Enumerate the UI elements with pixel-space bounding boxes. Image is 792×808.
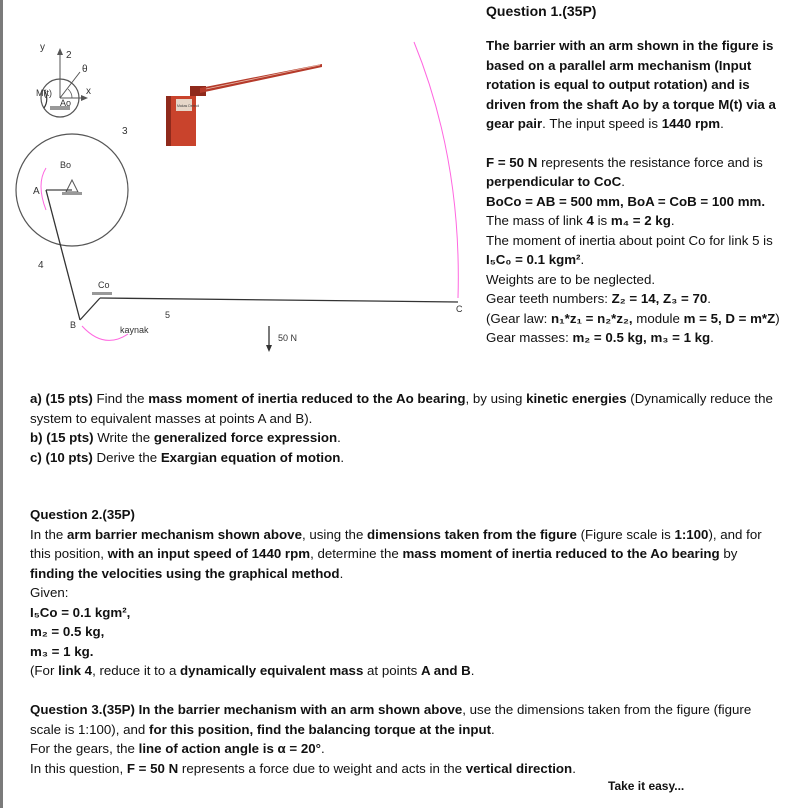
link-co-b xyxy=(80,298,100,320)
co-ground xyxy=(92,292,112,295)
q1-p8-end: ) xyxy=(775,310,780,326)
q3-p3-b3: vertical direction xyxy=(465,760,573,776)
q2-paragraph-1 xyxy=(30,525,780,584)
q1-paragraph-7 xyxy=(486,289,786,309)
footer-note: Take it easy... xyxy=(608,779,685,793)
q3-p1-b2: for this position, find the balancing torque at the input xyxy=(149,721,492,737)
q3-p3-t4: . xyxy=(572,760,576,776)
q1-p9-end: . xyxy=(710,330,714,345)
q2-p2-b5: A and B xyxy=(421,663,471,678)
q3-p2-b1: line of action angle is α = 20° xyxy=(138,741,321,756)
q2-g2: m₂ = 0.5 kg, xyxy=(30,624,105,639)
q1-p4-link: 4 xyxy=(586,213,594,228)
label-5: 5 xyxy=(165,310,171,320)
q1-p1-torque: M(t) xyxy=(718,96,743,112)
part-c-end: . xyxy=(340,449,345,465)
q1-paragraph-1 xyxy=(486,36,786,134)
q1-body xyxy=(486,36,786,348)
q1-p3-dimensions: BoCo = AB = 500 mm, BoA = CoB = 100 mm. xyxy=(486,193,766,209)
label-theta: θ xyxy=(82,64,88,75)
q1-paragraph-4 xyxy=(486,211,786,231)
q2-p2-b3: dynamically equivalent mass xyxy=(180,663,364,678)
q1-p1-rpm: 1440 rpm xyxy=(661,116,721,131)
q2-given-1 xyxy=(30,603,780,623)
q1-p8-text: (Gear law: xyxy=(486,310,552,326)
q2-given-2 xyxy=(30,622,780,642)
barrier-arm-highlight xyxy=(206,65,320,89)
q1-p1-via: via a xyxy=(742,96,776,112)
q2-given: Given: xyxy=(30,585,69,600)
q2-section xyxy=(30,505,780,681)
trajectory-curve-c xyxy=(414,42,458,298)
q2-p1-b9: mass moment of inertia reduced to the Ao bearing xyxy=(402,546,720,561)
label-b: B xyxy=(70,320,77,330)
q2-p1-b11: finding the velocities using the graphical method xyxy=(30,565,340,581)
link-5 xyxy=(100,298,458,302)
q1-p4-mass: m₄ = 2 kg xyxy=(610,213,671,228)
q1-p5-inertia: I₅C₀ = 0.1 kgm² xyxy=(486,252,581,267)
q3-p3-b1: F = 50 N xyxy=(126,760,179,776)
part-b-bold: generalized force expression xyxy=(153,430,338,445)
q2-g1: I₅Co = 0.1 kgm², xyxy=(30,604,131,620)
q3-p2-t2: . xyxy=(321,741,325,756)
q1-p1-gear-pair: gear pair xyxy=(486,116,543,131)
label-mt: M(t) xyxy=(36,88,52,98)
label-3: 3 xyxy=(122,126,128,137)
y-axis-arrow xyxy=(57,48,63,55)
q3-p3-t2: represents a force due to weight and acts in the xyxy=(178,760,466,776)
label-kaynak: kaynak xyxy=(120,325,149,335)
part-b-end: . xyxy=(337,430,341,445)
part-b-text: Write the xyxy=(93,430,154,445)
label-y: y xyxy=(40,42,45,53)
q2-p2-t6: . xyxy=(470,663,475,678)
theta-line xyxy=(60,72,80,98)
q1-p9-masses: m₂ = 0.5 kg, m₃ = 1 kg xyxy=(572,330,711,345)
q3-p1-t3: . xyxy=(491,721,495,737)
q1-p2-perp: perpendicular to CoC xyxy=(486,174,622,189)
label-x: x xyxy=(86,86,91,97)
q3-paragraph-2 xyxy=(30,739,780,759)
q2-p2-t0: (For xyxy=(30,663,59,678)
q2-paragraph-2 xyxy=(30,661,780,681)
q1-p9-text: Gear masses: xyxy=(486,330,573,345)
q1-p7-end: . xyxy=(707,291,711,306)
q2-p2-t4: at points xyxy=(363,663,421,678)
q2-p2-b1: link 4 xyxy=(58,663,93,678)
q1-paragraph-6: Weights are to be neglected. xyxy=(486,271,656,287)
q1-p4-is: is xyxy=(593,213,611,228)
q1-parts xyxy=(30,389,780,467)
q1-p5-end: . xyxy=(580,252,585,267)
label-co: Co xyxy=(98,280,110,290)
cabinet-label-text: Makas Derecii xyxy=(177,104,200,108)
q1-p7-teeth: Z₂ = 14, Z₃ = 70 xyxy=(611,291,708,306)
q1-p2-text: represents the resistance force and is xyxy=(537,154,763,170)
label-2: 2 xyxy=(66,50,72,61)
part-c-label: c) (10 pts) xyxy=(30,449,93,465)
q1-paragraph-2 xyxy=(486,153,786,192)
q2-p1-b7: with an input speed of 1440 rpm xyxy=(107,546,311,561)
part-a-text-2: , by using xyxy=(465,391,527,406)
q1-p8-values: m = 5, D = m*Z xyxy=(683,310,776,326)
q2-given-3 xyxy=(30,642,780,662)
q3-section xyxy=(30,700,780,778)
q1-part-c xyxy=(30,448,780,468)
trajectory-curve-a xyxy=(41,168,46,210)
part-a-label: a) (15 pts) xyxy=(30,391,93,406)
q1-p8-law: n₁*z₁ = n₂*z₂, xyxy=(551,310,633,326)
label-force: 50 N xyxy=(278,333,298,343)
part-a-text-3: (Dynamically reduce the system to equivalent masses at points A and B). xyxy=(30,391,773,426)
q1-p2-end: . xyxy=(621,174,625,189)
q1-part-b xyxy=(30,428,780,448)
q3-p3-t0: In this question, xyxy=(30,760,127,776)
q1-title: Question 1.(35P) xyxy=(486,3,597,19)
label-bo: Bo xyxy=(60,160,72,170)
q2-title xyxy=(30,505,780,525)
q2-p1-t4: (Figure scale is xyxy=(576,526,675,542)
label-a: A xyxy=(33,186,40,197)
q1-paragraph-8 xyxy=(486,309,786,329)
bo-ground xyxy=(62,192,82,195)
q1-p5-text: The moment of inertia about point Co for link 5 is xyxy=(486,232,773,248)
part-c-text: Derive the xyxy=(92,449,161,465)
q2-p1-b3: dimensions taken from the figure xyxy=(367,526,577,542)
q1-p7-text: Gear teeth numbers: xyxy=(486,291,612,306)
q1-p1-speed-text: . The input speed is xyxy=(542,116,662,131)
q2-p1-t10: by xyxy=(719,546,738,561)
q1-p8-module: module xyxy=(632,310,684,326)
q2-p1-t6: ), and for this position, xyxy=(30,526,762,561)
q2-p1-t12: . xyxy=(339,565,344,581)
q1-paragraph-5 xyxy=(486,231,786,270)
q2-g3: m₃ = 1 kg. xyxy=(30,643,94,659)
q1-part-a xyxy=(30,389,780,428)
mechanism-figure xyxy=(0,0,480,390)
q2-p1-t2: , using the xyxy=(301,526,368,542)
q2-title-text: Question 2.(35P) xyxy=(30,507,135,522)
q1-p1-bold-intro: The barrier with an arm shown in the figure is based on a parallel arm mechanism (Input rotation is equal to output rotation) and is driven from the shaft Ao by a torque xyxy=(486,38,774,112)
q1-p4-text: The mass of link xyxy=(486,213,587,228)
link-4 xyxy=(46,190,80,320)
q3-p1-b0: Question 3.(35P) In the barrier mechanism with an arm shown above xyxy=(30,702,463,717)
label-c: C xyxy=(456,304,463,314)
q1-p4-end: . xyxy=(670,213,675,228)
barrier-cabinet-side xyxy=(166,96,171,146)
theta-arc xyxy=(68,89,72,98)
q1-p1-end: . xyxy=(720,116,724,131)
q1-paragraph-9 xyxy=(486,328,786,348)
q1-p2-force: F = 50 N xyxy=(486,154,538,170)
q2-p1-b1: arm barrier mechanism shown above xyxy=(66,526,302,542)
q3-paragraph-3 xyxy=(30,759,780,779)
q3-paragraph-1 xyxy=(30,700,780,739)
part-a-bold-1: mass moment of inertia reduced to the Ao bearing xyxy=(148,391,466,406)
part-a-bold-2: kinetic energies xyxy=(526,391,627,406)
q2-p1-t0: In the xyxy=(30,526,67,542)
part-c-bold: Exargian equation of motion xyxy=(160,449,341,465)
q1-paragraph-3 xyxy=(486,192,786,212)
part-b-label: b) (15 pts) xyxy=(30,430,94,445)
q3-p2-t0: For the gears, the xyxy=(30,741,139,756)
q2-p1-t8: , determine the xyxy=(310,546,403,561)
force-arrow xyxy=(266,345,272,352)
q2-p1-b5: 1:100 xyxy=(674,526,709,542)
part-a-text: Find the xyxy=(92,391,149,406)
q3-p1-t1: , use the dimensions taken from the figure (figure scale is 1:100), and xyxy=(30,702,752,737)
q2-p2-t2: , reduce it to a xyxy=(92,663,181,678)
label-ao: Ao xyxy=(60,98,72,108)
label-4: 4 xyxy=(38,260,44,271)
